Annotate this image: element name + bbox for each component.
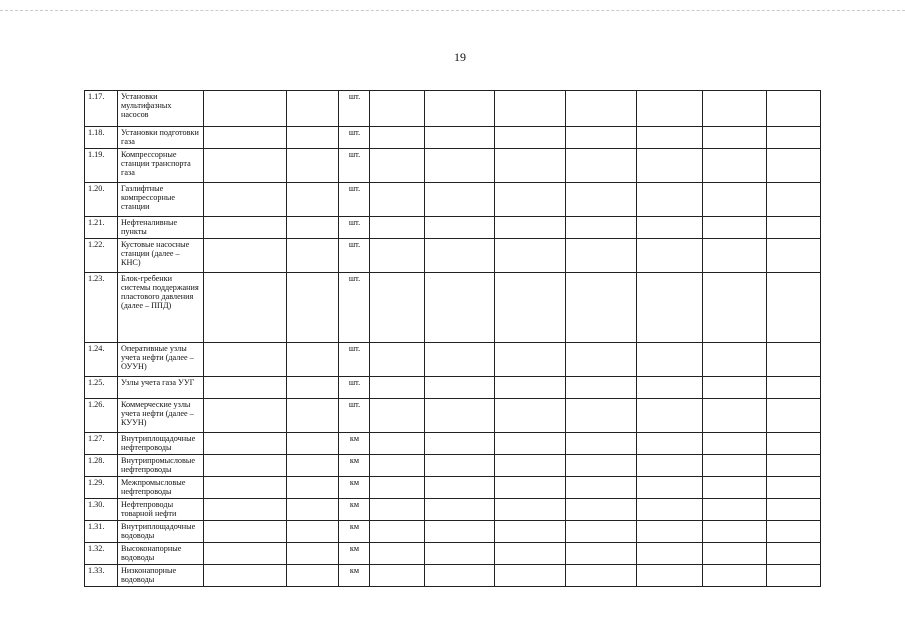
empty-cell: [767, 455, 821, 477]
row-unit: шт.: [339, 343, 370, 377]
empty-cell: [767, 565, 821, 587]
table-row: [85, 217, 821, 239]
empty-cell: [637, 433, 703, 455]
empty-cell: [425, 499, 495, 521]
empty-cell: [703, 565, 767, 587]
row-unit: шт.: [339, 91, 370, 127]
row-number: 1.17.: [85, 91, 118, 127]
empty-cell: [767, 521, 821, 543]
table-row: [85, 377, 821, 399]
empty-cell: [287, 377, 339, 399]
row-number: 1.32.: [85, 543, 118, 565]
empty-cell: [204, 433, 287, 455]
empty-cell: [287, 343, 339, 377]
empty-cell: [204, 377, 287, 399]
empty-cell: [370, 377, 425, 399]
table-row: [85, 183, 821, 217]
row-name: Установки мультифазных насосов: [118, 91, 204, 127]
empty-cell: [767, 399, 821, 433]
empty-cell: [566, 477, 637, 499]
empty-cell: [495, 239, 566, 273]
empty-cell: [703, 273, 767, 343]
empty-cell: [703, 183, 767, 217]
row-name: Блок-гребенки системы поддержания пластового давления (далее – ППД): [118, 273, 204, 343]
empty-cell: [287, 239, 339, 273]
empty-cell: [566, 183, 637, 217]
empty-cell: [425, 149, 495, 183]
empty-cell: [370, 543, 425, 565]
row-unit: шт.: [339, 127, 370, 149]
empty-cell: [204, 565, 287, 587]
page-number: 19: [454, 50, 466, 64]
empty-cell: [287, 433, 339, 455]
row-unit: км: [339, 477, 370, 499]
empty-cell: [703, 343, 767, 377]
empty-cell: [703, 217, 767, 239]
empty-cell: [566, 273, 637, 343]
row-unit: шт.: [339, 239, 370, 273]
empty-cell: [566, 565, 637, 587]
empty-cell: [637, 565, 703, 587]
empty-cell: [637, 499, 703, 521]
equipment-table: [84, 90, 821, 587]
row-name: Нефтеналивные пункты: [118, 217, 204, 239]
empty-cell: [767, 433, 821, 455]
empty-cell: [767, 499, 821, 521]
table-row: [85, 399, 821, 433]
empty-cell: [566, 499, 637, 521]
empty-cell: [204, 273, 287, 343]
empty-cell: [370, 149, 425, 183]
empty-cell: [495, 273, 566, 343]
row-name: Оперативные узлы учета нефти (далее – ОУУН): [118, 343, 204, 377]
row-unit: км: [339, 521, 370, 543]
row-unit: шт.: [339, 183, 370, 217]
empty-cell: [425, 543, 495, 565]
empty-cell: [703, 455, 767, 477]
empty-cell: [370, 217, 425, 239]
empty-cell: [767, 377, 821, 399]
empty-cell: [566, 127, 637, 149]
row-number: 1.24.: [85, 343, 118, 377]
scan-edge: [0, 10, 905, 11]
empty-cell: [370, 433, 425, 455]
empty-cell: [495, 343, 566, 377]
empty-cell: [637, 273, 703, 343]
empty-cell: [425, 399, 495, 433]
empty-cell: [637, 521, 703, 543]
empty-cell: [703, 91, 767, 127]
row-number: 1.23.: [85, 273, 118, 343]
empty-cell: [566, 455, 637, 477]
row-name: Межпромысловые нефтепроводы: [118, 477, 204, 499]
empty-cell: [425, 477, 495, 499]
empty-cell: [495, 477, 566, 499]
empty-cell: [637, 239, 703, 273]
empty-cell: [204, 543, 287, 565]
empty-cell: [767, 91, 821, 127]
empty-cell: [204, 239, 287, 273]
empty-cell: [204, 343, 287, 377]
empty-cell: [767, 273, 821, 343]
table-row: [85, 343, 821, 377]
empty-cell: [425, 455, 495, 477]
row-number: 1.31.: [85, 521, 118, 543]
empty-cell: [703, 377, 767, 399]
empty-cell: [370, 499, 425, 521]
empty-cell: [566, 91, 637, 127]
row-unit: шт.: [339, 273, 370, 343]
empty-cell: [637, 217, 703, 239]
row-number: 1.25.: [85, 377, 118, 399]
empty-cell: [703, 399, 767, 433]
empty-cell: [495, 127, 566, 149]
empty-cell: [495, 521, 566, 543]
empty-cell: [767, 343, 821, 377]
empty-cell: [425, 273, 495, 343]
row-unit: шт.: [339, 377, 370, 399]
empty-cell: [637, 377, 703, 399]
row-name: Внутриплощадочные водоводы: [118, 521, 204, 543]
empty-cell: [370, 399, 425, 433]
empty-cell: [287, 565, 339, 587]
empty-cell: [204, 499, 287, 521]
empty-cell: [703, 239, 767, 273]
empty-cell: [204, 149, 287, 183]
empty-cell: [370, 183, 425, 217]
row-name: Коммерческие узлы учета нефти (далее – КУУН): [118, 399, 204, 433]
empty-cell: [287, 399, 339, 433]
empty-cell: [204, 127, 287, 149]
table-row: [85, 91, 821, 127]
empty-cell: [204, 521, 287, 543]
empty-cell: [566, 399, 637, 433]
empty-cell: [370, 455, 425, 477]
row-unit: км: [339, 499, 370, 521]
empty-cell: [287, 273, 339, 343]
row-number: 1.26.: [85, 399, 118, 433]
empty-cell: [425, 343, 495, 377]
empty-cell: [637, 455, 703, 477]
empty-cell: [566, 343, 637, 377]
table-row: [85, 127, 821, 149]
empty-cell: [495, 183, 566, 217]
table-body: [85, 91, 821, 587]
row-name: Компрессорные станции транспорта газа: [118, 149, 204, 183]
empty-cell: [370, 343, 425, 377]
row-number: 1.22.: [85, 239, 118, 273]
row-number: 1.27.: [85, 433, 118, 455]
row-name: Низконапорные водоводы: [118, 565, 204, 587]
empty-cell: [566, 521, 637, 543]
table-row: [85, 565, 821, 587]
empty-cell: [204, 399, 287, 433]
empty-cell: [637, 343, 703, 377]
row-name: Высоконапорные водоводы: [118, 543, 204, 565]
row-unit: шт.: [339, 149, 370, 183]
row-unit: шт.: [339, 399, 370, 433]
empty-cell: [703, 543, 767, 565]
empty-cell: [495, 377, 566, 399]
table-row: [85, 521, 821, 543]
empty-cell: [204, 91, 287, 127]
empty-cell: [287, 183, 339, 217]
empty-cell: [425, 239, 495, 273]
empty-cell: [637, 127, 703, 149]
row-number: 1.18.: [85, 127, 118, 149]
row-name: Внутриплощадочные нефтепроводы: [118, 433, 204, 455]
empty-cell: [287, 149, 339, 183]
empty-cell: [703, 127, 767, 149]
row-name: Нефтепроводы товарной нефти: [118, 499, 204, 521]
empty-cell: [495, 499, 566, 521]
table-row: [85, 273, 821, 343]
empty-cell: [637, 399, 703, 433]
empty-cell: [370, 239, 425, 273]
empty-cell: [767, 477, 821, 499]
empty-cell: [425, 183, 495, 217]
empty-cell: [425, 91, 495, 127]
empty-cell: [637, 183, 703, 217]
empty-cell: [637, 91, 703, 127]
empty-cell: [767, 149, 821, 183]
empty-cell: [287, 477, 339, 499]
empty-cell: [566, 149, 637, 183]
row-number: 1.29.: [85, 477, 118, 499]
empty-cell: [370, 521, 425, 543]
empty-cell: [204, 455, 287, 477]
empty-cell: [425, 377, 495, 399]
row-name: Внутрипромысловые нефтепроводы: [118, 455, 204, 477]
empty-cell: [566, 217, 637, 239]
table-row: [85, 543, 821, 565]
row-unit: км: [339, 433, 370, 455]
empty-cell: [703, 477, 767, 499]
empty-cell: [767, 239, 821, 273]
row-unit: км: [339, 455, 370, 477]
empty-cell: [287, 91, 339, 127]
empty-cell: [495, 91, 566, 127]
empty-cell: [495, 433, 566, 455]
empty-cell: [287, 499, 339, 521]
row-name: Установки подготовки газа: [118, 127, 204, 149]
empty-cell: [287, 521, 339, 543]
row-name: Газлифтные компрессорные станции: [118, 183, 204, 217]
empty-cell: [287, 543, 339, 565]
row-number: 1.30.: [85, 499, 118, 521]
empty-cell: [425, 521, 495, 543]
empty-cell: [495, 565, 566, 587]
table-row: [85, 455, 821, 477]
row-unit: км: [339, 565, 370, 587]
empty-cell: [495, 217, 566, 239]
empty-cell: [703, 521, 767, 543]
row-unit: км: [339, 543, 370, 565]
empty-cell: [767, 217, 821, 239]
empty-cell: [637, 477, 703, 499]
row-number: 1.21.: [85, 217, 118, 239]
table-row: [85, 499, 821, 521]
table-row: [85, 477, 821, 499]
empty-cell: [370, 477, 425, 499]
empty-cell: [566, 433, 637, 455]
empty-cell: [566, 377, 637, 399]
empty-cell: [566, 543, 637, 565]
row-name: Кустовые насосные станции (далее – КНС): [118, 239, 204, 273]
empty-cell: [425, 217, 495, 239]
empty-cell: [637, 149, 703, 183]
empty-cell: [370, 565, 425, 587]
empty-cell: [703, 149, 767, 183]
empty-cell: [204, 183, 287, 217]
empty-cell: [425, 565, 495, 587]
row-name: Узлы учета газа УУГ: [118, 377, 204, 399]
empty-cell: [703, 433, 767, 455]
empty-cell: [425, 433, 495, 455]
empty-cell: [637, 543, 703, 565]
empty-cell: [495, 543, 566, 565]
empty-cell: [495, 149, 566, 183]
empty-cell: [287, 127, 339, 149]
empty-cell: [370, 127, 425, 149]
empty-cell: [495, 455, 566, 477]
empty-cell: [287, 455, 339, 477]
table-row: [85, 149, 821, 183]
row-unit: шт.: [339, 217, 370, 239]
row-number: 1.20.: [85, 183, 118, 217]
table-row: [85, 239, 821, 273]
empty-cell: [767, 127, 821, 149]
row-number: 1.19.: [85, 149, 118, 183]
empty-cell: [767, 183, 821, 217]
empty-cell: [370, 91, 425, 127]
empty-cell: [287, 217, 339, 239]
empty-cell: [566, 239, 637, 273]
empty-cell: [370, 273, 425, 343]
row-number: 1.28.: [85, 455, 118, 477]
empty-cell: [204, 217, 287, 239]
empty-cell: [425, 127, 495, 149]
empty-cell: [204, 477, 287, 499]
empty-cell: [495, 399, 566, 433]
row-number: 1.33.: [85, 565, 118, 587]
table-row: [85, 433, 821, 455]
empty-cell: [703, 499, 767, 521]
empty-cell: [767, 543, 821, 565]
